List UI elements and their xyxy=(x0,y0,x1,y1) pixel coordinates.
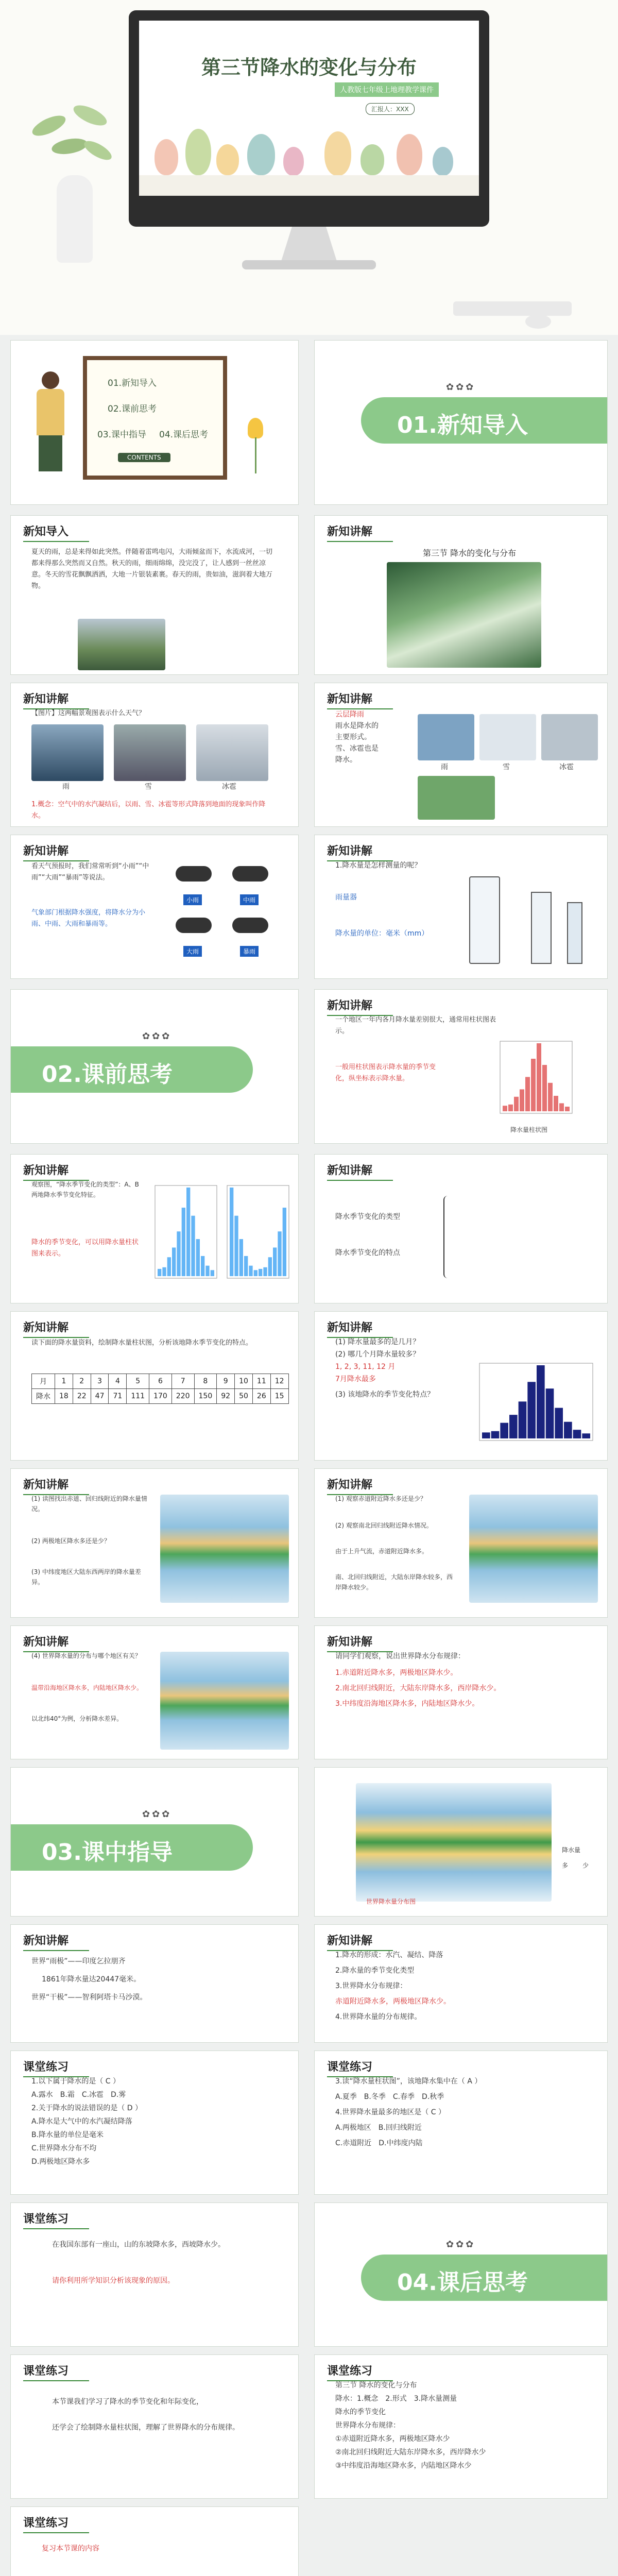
new2-cap-3: 冰雹 xyxy=(559,763,574,771)
new1-photo-3 xyxy=(196,724,268,781)
ex5-line-6: ②南北回归线附近大陆东岸降水多，西岸降水少 xyxy=(335,2448,486,2456)
map4-text-3: 2.南北回归线附近，大陆东岸降水多，西岸降水少。 xyxy=(335,1684,501,1692)
bar xyxy=(491,1431,500,1438)
bar xyxy=(239,1239,243,1276)
s2-brace xyxy=(443,1196,452,1278)
new2-line-1: 雨水是降水的 xyxy=(335,722,379,730)
bar xyxy=(537,1365,545,1438)
ex2-line-3: 4.世界降水量最多的地区是（ C ） xyxy=(335,2108,446,2116)
bar xyxy=(273,1247,277,1276)
toc-slide xyxy=(10,340,299,505)
table-cell: 220 xyxy=(171,1389,194,1404)
tree-5 xyxy=(283,147,304,176)
table-cell: 8 xyxy=(194,1374,217,1389)
bar xyxy=(500,1423,508,1438)
bar xyxy=(196,1239,200,1276)
new4-item-2: 降水量的单位：毫米（mm） xyxy=(335,929,429,938)
section-2-slide xyxy=(10,989,299,1144)
tree-6 xyxy=(324,131,351,176)
ex1-line-2: A.露水 B.霜 C.冰雹 D.雾 xyxy=(31,2091,126,2099)
new5-caption: 降水量柱状图 xyxy=(510,1126,548,1133)
rain-moderate-label: 中雨 xyxy=(240,894,259,905)
toc-item-2[interactable]: 02.课前思考 xyxy=(108,404,157,414)
new1-question: 【图片】这两幅景观图表示什么天气？ xyxy=(31,709,146,717)
s2-table-heading: 新知讲解 xyxy=(23,1319,68,1335)
new2-line-2: 主要形式。 xyxy=(335,733,371,741)
new4-item-1: 雨量器 xyxy=(335,893,357,902)
table-cell: 71 xyxy=(109,1389,127,1404)
bar xyxy=(527,1382,536,1438)
new1-answer: 1.概念：空气中的水汽凝结后，以雨、雪、冰雹等形式降落到地面的现象叫作降水。 xyxy=(31,801,266,820)
ex1-line-1: 1.以下属于降水的是（ C ） xyxy=(31,2077,121,2086)
section-1-slide xyxy=(314,340,608,505)
ex5-line-5: ①赤道附近降水多，两极地区降水少 xyxy=(335,2435,450,2443)
ex1-line-4: A.降水是大气中的水汽凝结降落 xyxy=(31,2117,132,2126)
map-heading-4: 新知讲解 xyxy=(327,1633,372,1649)
table-cell: 47 xyxy=(91,1389,109,1404)
bar xyxy=(167,1257,171,1276)
map-heading-2: 新知讲解 xyxy=(327,1476,372,1492)
bar xyxy=(582,1433,590,1438)
toc-board xyxy=(83,356,227,480)
section-1-label: 01.新知导入 xyxy=(397,412,528,438)
cover-subtitle: 人教版七年级上地理教学课件 xyxy=(335,82,439,97)
new4-slide xyxy=(314,835,608,979)
table-cell: 11 xyxy=(252,1374,270,1389)
bar xyxy=(244,1256,248,1276)
bar xyxy=(177,1231,180,1276)
s3-line-3: 世界“干极”——智利阿塔卡马沙漠。 xyxy=(31,1993,147,2002)
bar xyxy=(268,1257,272,1276)
ex3-text-1: 在我国东部有一座山，山的东坡降水多，西坡降水少。 xyxy=(52,2241,225,2249)
s3-map-caption: 世界降水量分布图 xyxy=(366,1898,416,1905)
map2-text-2: (2) 观察南北回归线附近降水情况。 xyxy=(335,1522,433,1529)
bar xyxy=(278,1231,281,1276)
s3-legend-title: 降水量 xyxy=(562,1846,581,1854)
world-map-3 xyxy=(160,1652,289,1750)
new2-photo-2 xyxy=(479,714,536,760)
ex5-line-7: ③中纬度沿海地区降水多，内陆地区降水少 xyxy=(335,2462,472,2470)
ex1-line-5: B.降水量的单位是毫米 xyxy=(31,2131,104,2139)
table-cell: 92 xyxy=(217,1389,235,1404)
section-1-dots: ✿✿✿ xyxy=(446,382,476,393)
s3-heading-a: 新知讲解 xyxy=(23,1932,68,1948)
tree-7 xyxy=(360,144,384,175)
map-slide-2 xyxy=(314,1468,608,1618)
s2-table-question: 读下面的降水量资料，绘制降水量柱状图，分析该地降水季节变化的特点。 xyxy=(31,1339,253,1347)
map4-text-1: 请同学们观察，说出世界降水分布规律： xyxy=(335,1652,465,1660)
new1-photo-1 xyxy=(31,724,104,781)
s3-slide-b xyxy=(314,1924,608,2043)
hw-slide xyxy=(10,2506,299,2576)
tree-1 xyxy=(154,139,178,175)
map4-text-2: 1.赤道附近降水多，两极地区降水少。 xyxy=(335,1669,458,1677)
ex4-text-2: 还学会了绘制降水量柱状图，理解了世界降水的分布规律。 xyxy=(52,2424,239,2432)
map2-text-3: 由于上升气流，赤道附近降水多。 xyxy=(335,1548,428,1555)
bar xyxy=(162,1267,166,1276)
ex2-slide xyxy=(314,2050,608,2195)
bar xyxy=(554,1096,558,1111)
bar xyxy=(564,1422,572,1438)
s2-bar-line-3: 1, 2, 3, 11, 12 月 xyxy=(335,1363,396,1371)
cover-reporter: 汇报人：XXX xyxy=(366,103,415,115)
map-text-3: (3) 中纬度地区大陆东西两岸的降水量差异。 xyxy=(31,1568,141,1586)
bar xyxy=(254,1270,258,1276)
ex5-line-2: 降水：1.概念 2.形式 3.降水量测量 xyxy=(335,2395,457,2403)
bar xyxy=(509,1415,518,1438)
ex1-line-6: C.世界降水分布不均 xyxy=(31,2144,97,2153)
new2-photo-3 xyxy=(541,714,598,760)
new2-photo-4 xyxy=(418,776,495,820)
table-cell: 降水 xyxy=(32,1389,55,1404)
new1-slide xyxy=(10,683,299,827)
bar xyxy=(531,1059,536,1111)
tree-8 xyxy=(397,134,422,175)
rain-light-label: 小雨 xyxy=(183,894,202,905)
table-cell: 22 xyxy=(73,1389,91,1404)
cloud-heavy xyxy=(176,918,212,933)
world-rain-map xyxy=(356,1783,552,1902)
map-slide-1 xyxy=(10,1468,299,1618)
s2-text-2: 降水的季节变化，可以用降水量柱状图来表示。 xyxy=(31,1239,139,1258)
s2-bar-line-2: (2) 哪几个月降水量较多？ xyxy=(335,1350,420,1359)
ex1-line-3: 2.关于降水的说法错误的是（ D ） xyxy=(31,2104,143,2112)
intro-text: 夏天的雨，总是来得如此突然。伴随着雷鸣电闪，大雨倾盆而下，水流成河，一切都来得那么突然而又自然。秋天的雨，细雨绵绵，没完没了，让人感到一丝丝凉意。冬天的雪花飘飘洒洒，大地一片银装素裹。春天的雨，贵如油，滋润着大地万物。 xyxy=(31,548,273,590)
s3-line-2: 1861年降水量达20447毫米。 xyxy=(42,1975,141,1984)
s2-slide-1 xyxy=(10,1154,299,1303)
ex4-text-1: 本节课我们学习了降水的季节变化和年际变化， xyxy=(52,2398,203,2406)
measuring-cup xyxy=(567,902,582,964)
new1-cap-1: 雨 xyxy=(62,783,70,791)
s2-bar-line-1: (1) 降水量最多的是几月？ xyxy=(335,1338,420,1346)
ex2-line-4: A.两极地区 B.回归线附近 xyxy=(335,2124,422,2132)
table-cell: 7 xyxy=(171,1374,194,1389)
new2-photo-1 xyxy=(418,714,474,760)
section-2-dots: ✿✿✿ xyxy=(142,1031,172,1042)
bar xyxy=(182,1208,185,1276)
table-cell: 18 xyxy=(55,1389,73,1404)
bar xyxy=(191,1216,195,1276)
bar xyxy=(537,1043,541,1111)
bar xyxy=(201,1256,204,1276)
s3-b-line-5: 4.世界降水量的分布规律。 xyxy=(335,2013,422,2021)
section-4-dots: ✿✿✿ xyxy=(446,2239,476,2250)
map4-text-4: 3.中纬度沿海地区降水多，内陆地区降水少。 xyxy=(335,1700,479,1708)
bar xyxy=(503,1106,507,1111)
s3-b-line-2: 2.降水量的季节变化类型 xyxy=(335,1967,415,1975)
bar xyxy=(186,1188,190,1276)
map2-text-1: (1) 观察赤道附近降水多还是少？ xyxy=(335,1495,426,1502)
new5-heading: 新知讲解 xyxy=(327,997,372,1013)
new5-bar-chart xyxy=(485,1036,577,1124)
section-3-dots: ✿✿✿ xyxy=(142,1809,172,1820)
cover-slide xyxy=(0,0,618,335)
map-text-2: (2) 两极地区降水多还是少？ xyxy=(31,1537,110,1545)
map-heading-1: 新知讲解 xyxy=(23,1476,68,1492)
table-cell: 150 xyxy=(194,1389,217,1404)
bar xyxy=(519,1401,527,1438)
intro-heading: 新知导入 xyxy=(23,523,68,539)
bar xyxy=(573,1430,581,1438)
tree-9 xyxy=(433,147,453,176)
monitor-stand xyxy=(281,227,337,263)
s2-right-1: 降水季节变化的类型 xyxy=(335,1213,400,1221)
toc-item-1[interactable]: 01.新知导入 xyxy=(108,378,157,388)
new2-line-3: 雪、冰雹也是 xyxy=(335,744,379,753)
mouse xyxy=(525,314,551,329)
world-map-2 xyxy=(469,1495,598,1603)
monitor xyxy=(129,10,489,227)
s2-heading-2: 新知讲解 xyxy=(327,1162,372,1178)
table-cell: 111 xyxy=(127,1389,149,1404)
s2-bar-chart xyxy=(469,1358,598,1451)
new4-question: 1.降水量是怎样测量的呢？ xyxy=(335,861,422,870)
s2-rain-table xyxy=(31,1374,289,1404)
s2-chart-a xyxy=(150,1180,222,1283)
toc-figure xyxy=(31,371,67,474)
ex1-slide xyxy=(10,2050,299,2195)
intro2-photo xyxy=(387,562,541,668)
new5-text-2: 一般用柱状图表示降水量的季节变化，纵坐标表示降水量。 xyxy=(335,1063,436,1083)
bar xyxy=(525,1077,530,1111)
bar xyxy=(546,1388,554,1438)
rain-storm-label: 暴雨 xyxy=(240,946,259,957)
new3-text-1: 看天气预报时，我们常常听到“小雨”“中雨”“大雨”“暴雨”等说法。 xyxy=(31,862,149,882)
section-4-slide xyxy=(314,2202,608,2347)
intro2-title: 第三节 降水的变化与分布 xyxy=(423,548,517,558)
s2-bar-heading: 新知讲解 xyxy=(327,1319,372,1335)
ex4-heading: 课堂练习 xyxy=(23,2362,68,2378)
ex4-slide xyxy=(10,2354,299,2499)
s2-bar-slide xyxy=(314,1311,608,1461)
monitor-screen xyxy=(139,21,479,196)
toc-item-4[interactable]: 04.课后思考 xyxy=(159,430,209,440)
cloud-moderate xyxy=(232,866,268,882)
section-4-label: 04.课后思考 xyxy=(397,2269,528,2296)
hw-heading: 课堂练习 xyxy=(23,2514,68,2530)
new2-title: 云层降雨 xyxy=(335,710,364,719)
new1-cap-2: 雪 xyxy=(145,783,152,791)
table-cell: 50 xyxy=(235,1389,253,1404)
s3-legend-less: 少 xyxy=(582,1862,589,1869)
vase xyxy=(57,175,93,263)
ex2-line-5: C.赤道附近 D.中纬度内陆 xyxy=(335,2139,423,2147)
rain-heavy-label: 大雨 xyxy=(183,946,202,957)
bar xyxy=(230,1188,233,1276)
hw-text: 复习本节课的内容 xyxy=(42,2545,99,2553)
new3-heading: 新知讲解 xyxy=(23,842,68,858)
s3-legend-more: 多 xyxy=(562,1862,569,1869)
table-cell: 5 xyxy=(127,1374,149,1389)
map-slide-4 xyxy=(314,1625,608,1759)
s3-map-slide xyxy=(314,1767,608,1917)
cloud-light xyxy=(176,866,212,882)
bar xyxy=(555,1408,563,1438)
bar xyxy=(158,1269,161,1276)
s2-bar-line-4: 7月降水最多 xyxy=(335,1375,376,1383)
bar xyxy=(482,1432,490,1438)
s3-heading-b: 新知讲解 xyxy=(327,1932,372,1948)
new2-cap-1: 雨 xyxy=(441,763,448,771)
map-heading-3: 新知讲解 xyxy=(23,1633,68,1649)
plant xyxy=(21,98,124,180)
table-cell: 170 xyxy=(149,1389,172,1404)
new1-heading: 新知讲解 xyxy=(23,690,68,706)
s2-bar-line-5: (3) 该地降水的季节变化特点？ xyxy=(335,1391,435,1399)
new1-photo-2 xyxy=(114,724,186,781)
table-cell: 1 xyxy=(55,1374,73,1389)
table-cell: 2 xyxy=(73,1374,91,1389)
intro-slide xyxy=(10,515,299,675)
new5-text-1: 一个地区一年内各月降水量差别很大，通常用柱状图表示。 xyxy=(335,1016,496,1036)
map3-text-1: (4) 世界降水量的分布与哪个地区有关？ xyxy=(31,1652,141,1659)
rain-gauge-cylinder xyxy=(531,892,552,964)
world-map-1 xyxy=(160,1495,289,1603)
bar xyxy=(205,1266,209,1276)
map3-text-3: 以北纬40°为例，分析降水差异。 xyxy=(31,1715,123,1722)
ex1-line-7: D.两极地区降水多 xyxy=(31,2158,90,2166)
toc-badge: CONTENTS xyxy=(118,453,170,462)
ex5-line-1: 第三节 降水的变化与分布 xyxy=(335,2381,417,2389)
section-3-slide xyxy=(10,1767,299,1917)
bar xyxy=(234,1216,238,1276)
bar xyxy=(249,1266,252,1276)
ex2-heading: 课堂练习 xyxy=(327,2058,372,2074)
s2-text-1: 观察图，“降水季节变化的类型”：A、B两地降水季节变化特征。 xyxy=(31,1181,139,1199)
bar xyxy=(259,1269,262,1276)
new1-cap-3: 冰雹 xyxy=(222,783,236,791)
map-text-1: (1) 读图找出赤道、回归线附近的降水量情况。 xyxy=(31,1495,147,1513)
s3-line-1: 世界“雨极”——印度乞拉朋齐 xyxy=(31,1957,126,1965)
s2-chart-b xyxy=(222,1180,294,1283)
ex5-line-3: 降水的季节变化 xyxy=(335,2408,386,2416)
monitor-base xyxy=(242,260,376,269)
bar xyxy=(263,1267,267,1276)
bar xyxy=(211,1270,214,1276)
bar xyxy=(520,1089,524,1111)
bar xyxy=(172,1247,176,1276)
s2-right-3: 降水季节变化的特点 xyxy=(335,1249,400,1257)
table-cell: 6 xyxy=(149,1374,172,1389)
ex3-heading: 课堂练习 xyxy=(23,2210,68,2226)
new2-heading: 新知讲解 xyxy=(327,690,372,706)
ex1-heading: 课堂练习 xyxy=(23,2058,68,2074)
map2-text-4: 南、北回归线附近，大陆东岸降水较多，西岸降水较少。 xyxy=(335,1573,453,1591)
tulip xyxy=(248,418,263,438)
s3-b-line-1: 1.降水的形成：水汽、凝结、降落 xyxy=(335,1951,443,1959)
section-3-label: 03.课中指导 xyxy=(42,1839,173,1866)
toc-item-3[interactable]: 03.课中指导 xyxy=(97,430,147,440)
ex2-line-1: 3.读“降水量柱状图”，该地降水集中在（ A ） xyxy=(335,2077,482,2086)
bar xyxy=(559,1103,564,1111)
tree-3 xyxy=(216,144,239,175)
table-cell: 9 xyxy=(217,1374,235,1389)
bar xyxy=(283,1208,286,1276)
map-slide-3 xyxy=(10,1625,299,1759)
ex3-slide xyxy=(10,2202,299,2347)
bar xyxy=(565,1107,570,1111)
table-cell: 3 xyxy=(91,1374,109,1389)
ex5-slide xyxy=(314,2354,608,2499)
ex5-line-4: 世界降水分布规律： xyxy=(335,2421,400,2430)
table-cell: 15 xyxy=(270,1389,288,1404)
section-2-label: 02.课前思考 xyxy=(42,1061,173,1088)
keyboard xyxy=(453,301,572,316)
table-cell: 10 xyxy=(235,1374,253,1389)
bar xyxy=(548,1083,553,1111)
s2-slide-2 xyxy=(314,1154,608,1303)
new4-heading: 新知讲解 xyxy=(327,842,372,858)
intro-photo xyxy=(78,619,165,670)
rain-gauge xyxy=(469,876,500,964)
s2-heading-1: 新知讲解 xyxy=(23,1162,68,1178)
s2-table-slide xyxy=(10,1311,299,1461)
new3-slide xyxy=(10,835,299,979)
tree-2 xyxy=(185,129,211,175)
table-cell: 12 xyxy=(270,1374,288,1389)
cover-title: 第三节降水的变化与分布 xyxy=(201,56,417,79)
new2-slide xyxy=(314,683,608,827)
table-cell: 月 xyxy=(32,1374,55,1389)
map3-text-2: 温带沿海地区降水多，内陆地区降水少。 xyxy=(31,1684,143,1691)
table-cell: 26 xyxy=(252,1389,270,1404)
s3-b-line-3: 3.世界降水分布规律： xyxy=(335,1982,407,1990)
table-cell: 4 xyxy=(109,1374,127,1389)
bar xyxy=(508,1105,513,1111)
intro2-heading: 新知讲解 xyxy=(327,523,372,539)
new2-line-4: 降水。 xyxy=(335,756,357,764)
ex5-heading: 课堂练习 xyxy=(327,2362,372,2378)
s3-b-line-4: 赤道附近降水多，两极地区降水少。 xyxy=(335,1997,451,2006)
tree-4 xyxy=(247,134,275,175)
s3-slide-a xyxy=(10,1924,299,2043)
bar xyxy=(542,1065,547,1111)
ex3-text-2: 请你利用所学知识分析该现象的原因。 xyxy=(52,2277,175,2285)
bar xyxy=(514,1097,519,1111)
new5-slide xyxy=(314,989,608,1144)
new3-text-2: 气象部门根据降水强度，将降水分为小雨、中雨、大雨和暴雨等。 xyxy=(31,909,146,928)
intro2-slide xyxy=(314,515,608,675)
new2-cap-2: 雪 xyxy=(503,763,510,771)
ex2-line-2: A.夏季 B.冬季 C.春季 D.秋季 xyxy=(335,2093,444,2101)
cloud-storm xyxy=(232,918,268,933)
